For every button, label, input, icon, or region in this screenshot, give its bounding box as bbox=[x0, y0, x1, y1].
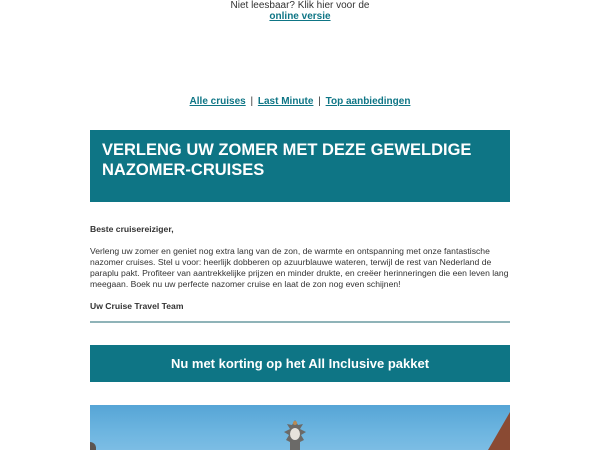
intro-paragraph: Verleng uw zomer en geniet nog extra lang van de zon, de warmte en ontspanning met onze fantastische nazomer cruises. Stel u voor: heerlijk dobberen op azuurblauwe wateren, terwijl de rest van Nederland de paraplu pakt. Profiteer van aantrekkelijke prijzen en minder drukte, en creëer herinneringen die een leven lang meegaan. Boek nu uw perfecte nazomer cruise en laat de zon nog even schijnen! bbox=[90, 246, 509, 289]
preheader-text: Niet leesbaar? Klik hier voor de bbox=[230, 0, 370, 11]
nav-separator: | bbox=[318, 96, 321, 107]
preheader bbox=[0, 0, 600, 22]
online-version-link[interactable]: online versie bbox=[269, 11, 331, 22]
cruise-destination-image[interactable] bbox=[90, 405, 510, 450]
section-divider bbox=[90, 321, 510, 323]
building-roof bbox=[488, 412, 510, 450]
nav-link-last-minute[interactable]: Last Minute bbox=[257, 96, 314, 107]
nav-link-top-aanbiedingen[interactable]: Top aanbiedingen bbox=[325, 96, 411, 107]
email-body bbox=[90, 224, 510, 312]
top-navigation bbox=[0, 96, 600, 108]
signature: Uw Cruise Travel Team bbox=[90, 301, 184, 311]
nav-separator: | bbox=[250, 96, 254, 107]
nav-link-alle-cruises[interactable]: Alle cruises bbox=[189, 96, 246, 107]
building-edge bbox=[90, 442, 96, 450]
hero-title: VERLENG UW ZOMER MET DEZE GEWELDIGE NAZOMER-CRUISES bbox=[102, 141, 472, 179]
all-inclusive-promo-button[interactable]: Nu met korting op het All Inclusive pakket bbox=[90, 345, 510, 382]
greeting: Beste cruisereiziger, bbox=[90, 224, 174, 234]
ornate-statue-image bbox=[270, 418, 320, 450]
hero-banner bbox=[90, 130, 510, 202]
